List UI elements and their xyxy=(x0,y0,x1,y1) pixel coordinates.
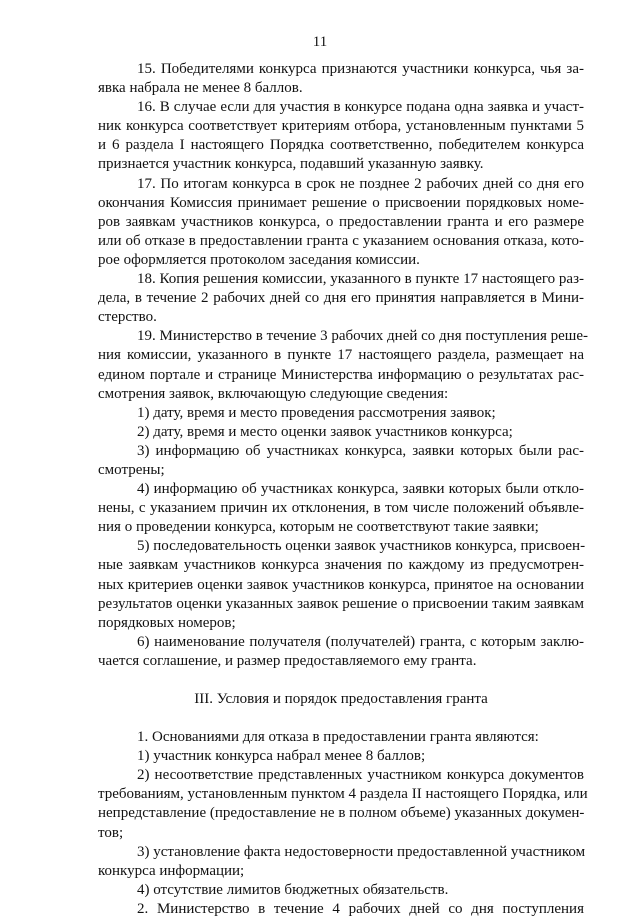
section-heading: III. Условия и порядок предоставления гранта xyxy=(194,691,488,707)
text-line: ров заявкам участников конкурса, о предоставлении гранта и его размере xyxy=(98,213,584,230)
text-line: смотрены; xyxy=(98,461,165,478)
text-line: результатов оценки указанных заявок решение о присвоении таким заявкам xyxy=(98,595,584,612)
text-line: 1) дату, время и место проведения рассмотрения заявок; xyxy=(137,404,496,421)
text-line: непредставление (предоставление не в полном объеме) указанных докумен- xyxy=(98,805,585,822)
text-line: и 6 раздела I настоящего Порядка соответственно, победителем конкурса xyxy=(98,137,584,154)
text-line: 15. Победителями конкурса признаются участники конкурса, чья за- xyxy=(137,61,584,77)
text-line: ник конкурса соответствует критериям отбора, установленным пунктами 5 xyxy=(98,118,584,135)
text-line: едином портале и странице Министерства информацию о результатах рас- xyxy=(98,366,584,383)
text-line: окончания Комиссия принимает решение о присвоении порядковых номе- xyxy=(98,194,584,211)
text-line: стерство. xyxy=(98,309,157,326)
text-line: ния о проведении конкурса, которым не соответствуют такие заявки; xyxy=(98,519,539,536)
text-line: 17. По итогам конкурса в срок не позднее 2 рабочих дней со дня его xyxy=(137,175,584,192)
text-line: 3) информацию об участниках конкурса, заявки которых были рас- xyxy=(137,442,584,459)
text-line: требованиям, установленным пунктом 4 раздела II настоящего Порядка, или xyxy=(98,786,588,803)
page-number: 11 xyxy=(312,34,328,50)
text-line: смотрения заявок, включающую следующие сведения: xyxy=(98,385,449,402)
text-line: 1. Основаниями для отказа в предоставлении гранта являются: xyxy=(137,729,539,746)
text-line: рое оформляется протоколом заседания комиссии. xyxy=(98,251,420,268)
text-line: 18. Копия решения комиссии, указанного в пункте 17 настоящего раз- xyxy=(137,271,584,288)
text-line: 2) несоответствие представленных участником конкурса документов xyxy=(137,767,584,784)
text-line: тов; xyxy=(98,824,124,841)
sections-15-19 xyxy=(98,60,589,671)
text-line: нены, с указанием причин их отклонения, в том числе положений объявле- xyxy=(98,500,584,517)
text-line: 6) наименование получателя (получателей) гранта, с которым заклю- xyxy=(137,633,584,650)
text-line: 3) установление факта недостоверности предоставленной участником xyxy=(137,843,586,860)
text-line: чается соглашение, и размер предоставляемого ему гранта. xyxy=(98,652,477,669)
document-body xyxy=(98,60,589,919)
text-line: 2. Министерство в течение 4 рабочих дней со дня поступления xyxy=(137,900,584,917)
spacer xyxy=(98,671,584,690)
spacer xyxy=(98,709,584,728)
text-line: 16. В случае если для участия в конкурсе подана одна заявка и участ- xyxy=(137,99,584,116)
section-iii-body xyxy=(98,728,588,919)
text-line: конкурса информации; xyxy=(98,862,245,879)
text-line: 19. Министерство в течение 3 рабочих дней со дня поступления реше- xyxy=(137,328,589,345)
text-line: признается участник конкурса, подавший указанную заявку. xyxy=(98,156,484,173)
text-line: дела, в течение 2 рабочих дней со дня его принятия направляется в Мини- xyxy=(98,290,584,307)
text-line: ных критериев оценки заявок участников конкурса, принятое на основании xyxy=(98,576,584,593)
text-line: 2) дату, время и место оценки заявок участников конкурса; xyxy=(137,423,513,440)
text-line: 4) отсутствие лимитов бюджетных обязательств. xyxy=(137,881,449,898)
text-line: 5) последовательность оценки заявок участников конкурса, присвоен- xyxy=(137,538,586,555)
text-line: ные заявкам участников конкурса значения по каждому из предусмотрен- xyxy=(98,557,584,574)
text-line: ния комиссии, указанного в пункте 17 настоящего раздела, размещает на xyxy=(98,347,584,364)
text-line: 4) информацию об участниках конкурса, заявки которых были откло- xyxy=(137,481,584,498)
text-line: 1) участник конкурса набрал менее 8 баллов; xyxy=(137,748,426,765)
text-line: явка набрала не менее 8 баллов. xyxy=(98,80,303,97)
text-line: или об отказе в предоставлении гранта с указанием основания отказа, кото- xyxy=(98,232,584,249)
text-line: порядковых номеров; xyxy=(98,614,236,631)
